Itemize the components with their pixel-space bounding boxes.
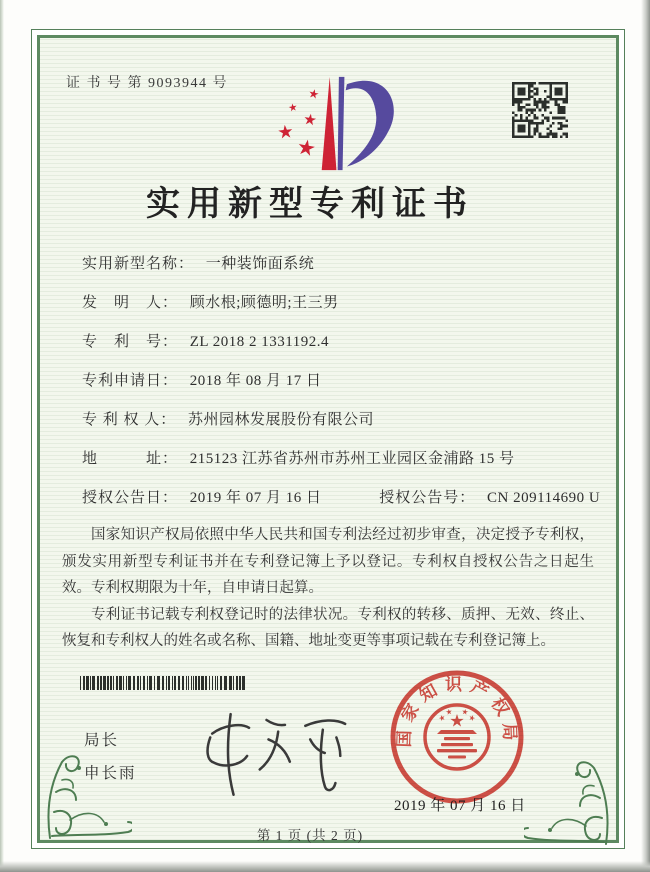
patent-number-value: ZL 2018 2 1331192.4 [189,334,329,350]
director-signature [185,703,350,803]
inventor-value: 顾水根;顾德明;王三男 [189,295,339,311]
page-number: 第 1 页 (共 2 页) [256,828,364,843]
field-utility-model-name [82,252,600,273]
field-patent-number [82,330,600,351]
scan-shadow-bottom [0,861,650,872]
corner-flourish-left-icon [40,750,132,842]
grant-number-value: CN 209114690 U [487,490,601,506]
seal-issue-date: 2019 年 07 月 16 日 [394,798,526,814]
patentee-label: 专 利 权 人： [82,412,177,428]
grant-date-value: 2019 年 07 月 16 日 [189,490,322,506]
utility-model-name-value: 一种装饰面系统 [205,256,315,272]
certificate-number: 证 书 号 第 9093944 号 [66,76,228,91]
patentee-value: 苏州园林发展股份有限公司 [188,412,375,428]
director-printed-name: 申长雨 [84,765,137,782]
utility-model-name-label: 实用新型名称： [82,256,195,272]
field-address [82,447,600,468]
svg-text:国家知识产权局 [395,675,520,748]
filing-date-value: 2018 年 08 月 17 日 [189,373,322,389]
national-emblem-icon [425,705,489,769]
qr-code-icon [512,82,568,138]
certificate-title: 实用新型专利证书 [146,186,474,223]
cnipa-logo-icon [252,72,400,180]
certificate-body-text [62,522,594,655]
body-paragraph-1: 国家知识产权局依照中华人民共和国专利法经过初步审查，决定授予专利权，颁发实用新型专利证书并在专利登记簿上予以登记。专利权自授权公告之日起生效。专利权期限为十年，自申请日起算。 [62,527,594,596]
field-patentee [82,408,600,429]
address-label: 地 址： [82,451,179,467]
filing-date-label: 专利申请日： [82,373,179,389]
scan-shadow-right [641,0,650,872]
official-seal [386,666,528,808]
scan-edge-left [0,0,4,872]
seal-text: 国家知识产权局 [394,675,520,748]
field-grant-info [82,486,600,507]
field-inventor [82,291,600,312]
director-title-label: 局长 [84,732,120,749]
body-paragraph-2: 专利证书记载专利权登记时的法律状况。专利权的转移、质押、无效、终止、恢复和专利权人的姓名或名称、国籍、地址变更等事项记载在专利登记簿上。 [62,606,594,649]
corner-flourish-right-icon [524,756,616,848]
patent-number-label: 专 利 号： [82,334,179,350]
grant-date-label: 授权公告日： [82,490,179,506]
barcode-icon [80,676,245,690]
grant-number-label: 授权公告号： [379,490,476,506]
inventor-label: 发 明 人： [82,295,179,311]
address-value: 215123 江苏省苏州市苏州工业园区金浦路 15 号 [189,451,515,467]
field-filing-date [82,369,600,390]
